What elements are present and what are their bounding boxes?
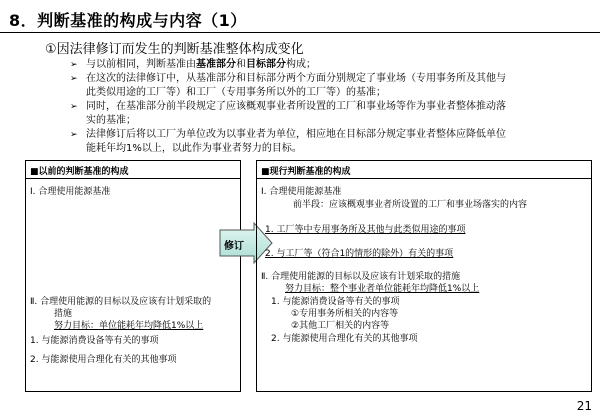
right-item-1b: ②其他工厂相关的内容等 (291, 321, 390, 331)
bullet-3: ➢ 同时，在基准部分前半段规定了应该概观事业者所设置的工厂和事业场等作为事业者整体推动落 实的基准； (70, 101, 506, 126)
left-section-2: Ⅱ. 合理使用能源的目标以及应该有计划采取的 (30, 297, 212, 307)
bullet-4: ➢ 法律修订后将以工厂为单位改为以事业者为单位，相应地在目标部分规定事业者整体应降低单位 能耗年均1%以上，以此作为事业者努力的目标。 (70, 129, 506, 154)
box-divider (257, 178, 591, 179)
previous-structure-header: ■以前的判断基准的构成 (30, 167, 129, 177)
left-section-2-cont: 措施 (54, 309, 73, 319)
left-item-1: 1. 与能源消费设备等有关的事项 (30, 336, 159, 346)
right-target: 努力目标：整个事业者单位能耗年均降低1%以上 (285, 284, 480, 294)
previous-structure-box (25, 160, 241, 392)
arrow-bullet-icon: ➢ (70, 102, 78, 112)
page-number: 21 (576, 399, 592, 413)
right-front-half: 前半段：应该概观事业者所设置的工厂和事业场落实的内容 (293, 200, 528, 210)
current-structure-header: ■现行判断基准的构成 (261, 167, 351, 177)
left-target: 努力目标：单位能耗年均降低1%以上 (54, 321, 204, 331)
current-structure-box (256, 160, 592, 392)
bullet-1: ➢ 与以前相同，判断基准由基准部分和目标部分构成； (70, 59, 316, 70)
left-item-2: 2. 与能源使用合理化有关的其他事项 (30, 355, 177, 365)
bullet-2: ➢ 在这次的法律修订中，从基准部分和目标部分两个方面分别规定了事业场（专用事务所及其他与 此类似用途的工厂等）和工厂（专用事务所以外的工厂等）的基准； (70, 73, 506, 98)
right-item-2: 2. 与能源使用合理化有关的其他事项 (271, 334, 418, 344)
right-section-1: Ⅰ. 合理使用能源基准 (261, 187, 342, 197)
subtitle: ①因法律修订而发生的判断基准整体构成变化 (45, 42, 304, 57)
title-divider (0, 32, 600, 33)
right-rule-1: 1. 工厂等中专用事务所及其他与此类似用途的事项 (265, 225, 466, 235)
right-item-1a: ①专用事务所相关的内容等 (291, 309, 399, 319)
right-item-1: 1. 与能源消费设备等有关的事项 (271, 297, 400, 307)
right-rule-2: 2. 与工厂等（符合1的情形的除外）有关的事项 (265, 249, 454, 259)
arrow-bullet-icon: ➢ (70, 74, 78, 84)
left-section-1: Ⅰ. 合理使用能源基准 (30, 187, 111, 197)
page-title: 8．判断基准的构成与内容（1） (9, 11, 247, 30)
arrow-bullet-icon: ➢ (70, 60, 78, 70)
arrow-label: 修订 (224, 241, 244, 252)
box-divider (26, 178, 240, 179)
arrow-bullet-icon: ➢ (70, 130, 78, 140)
right-section-2: Ⅱ. 合理使用能源的目标以及应该有计划采取的措施 (261, 272, 461, 282)
